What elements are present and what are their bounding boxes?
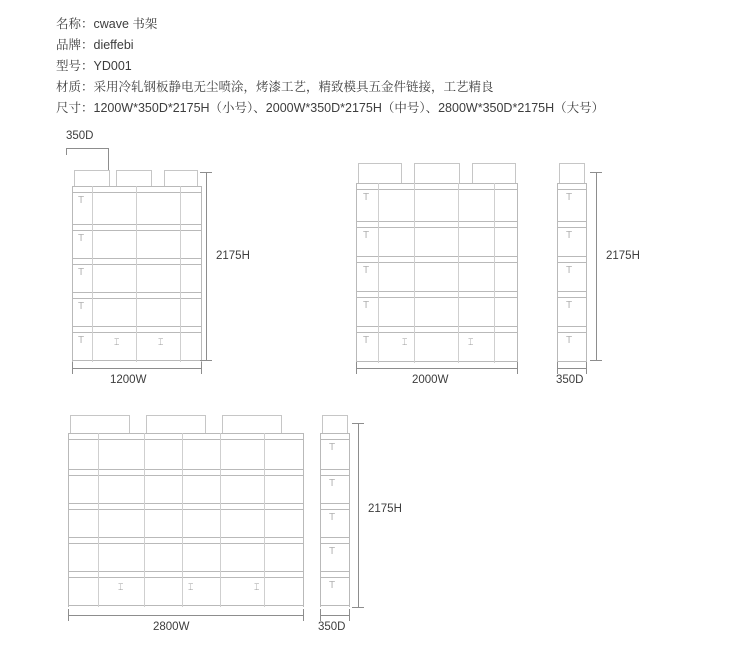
medium-width-label: 2000W: [412, 374, 449, 386]
large-height-dim-line: [358, 423, 359, 607]
medium-top-tab-1: [358, 163, 402, 183]
large-top-tab-2: [146, 415, 206, 433]
small-shelf-body: T T T T T ⌶ ⌶: [72, 186, 202, 362]
large-top-tab-1: [70, 415, 130, 433]
small-width-tick-left: [72, 362, 73, 374]
large-width-tick-left: [68, 609, 69, 621]
spec-brand: 品牌：dieffebi: [56, 38, 134, 52]
medium-shelf-body: T T T T T ⌶ ⌶: [356, 183, 518, 363]
large-side-label: 350D: [318, 621, 346, 633]
small-depth-tick-left: [66, 148, 67, 155]
large-width-tick-right: [303, 609, 304, 621]
medium-height-label: 2175H: [606, 250, 640, 262]
spec-model: 型号：YD001: [56, 59, 132, 73]
medium-side-top-tab: [559, 163, 585, 183]
large-shelf-figure: [68, 415, 304, 607]
spec-material: 材质：采用冷轧钢板静电无尘喷涂，烤漆工艺，精致模具五金件链接，工艺精良: [56, 80, 494, 94]
medium-side-figure: [557, 163, 587, 363]
medium-width-tick-left: [356, 362, 357, 374]
small-height-tick-bottom: [200, 360, 212, 361]
large-height-tick-top: [352, 423, 364, 424]
small-shelf-figure: [72, 170, 202, 362]
large-top-tab-3: [222, 415, 282, 433]
large-shelf-body: ⌶ ⌶ ⌶: [68, 433, 304, 607]
small-top-tab-1: [74, 170, 110, 186]
medium-side-body: T T T T T: [557, 183, 587, 363]
large-side-dim-line: [320, 615, 350, 616]
small-top-tab-3: [164, 170, 198, 186]
small-width-dim-line: [72, 368, 202, 369]
small-top-tab-2: [116, 170, 152, 186]
medium-width-tick-right: [517, 362, 518, 374]
medium-height-tick-bottom: [590, 360, 602, 361]
medium-side-tick-left: [557, 362, 558, 374]
large-side-body: T T T T T: [320, 433, 350, 607]
medium-width-dim-line: [356, 368, 518, 369]
small-depth-label: 350D: [66, 130, 94, 142]
medium-top-tab-2: [414, 163, 460, 183]
small-width-label: 1200W: [110, 374, 147, 386]
medium-height-dim-line: [596, 172, 597, 360]
small-height-dim-line: [206, 172, 207, 360]
large-side-figure: [320, 415, 350, 607]
medium-side-tick-right: [586, 362, 587, 374]
large-width-label: 2800W: [153, 621, 190, 633]
medium-side-label: 350D: [556, 374, 584, 386]
medium-shelf-figure: [356, 163, 518, 363]
small-depth-leader: [66, 148, 108, 149]
large-side-tick-right: [349, 609, 350, 621]
small-height-tick-top: [200, 172, 212, 173]
large-width-dim-line: [68, 615, 304, 616]
small-width-tick-right: [201, 362, 202, 374]
medium-side-dim-line: [557, 368, 587, 369]
small-height-label: 2175H: [216, 250, 250, 262]
large-height-tick-bottom: [352, 607, 364, 608]
large-side-top-tab: [322, 415, 348, 433]
spec-dimensions: 尺寸：1200W*350D*2175H（小号）、2000W*350D*2175H（中号）、2800W*350D*2175H（大号）: [56, 101, 605, 115]
large-side-tick-left: [320, 609, 321, 621]
large-height-label: 2175H: [368, 503, 402, 515]
spec-name: 名称：cwave 书架: [56, 17, 158, 31]
medium-top-tab-3: [472, 163, 516, 183]
medium-height-tick-top: [590, 172, 602, 173]
